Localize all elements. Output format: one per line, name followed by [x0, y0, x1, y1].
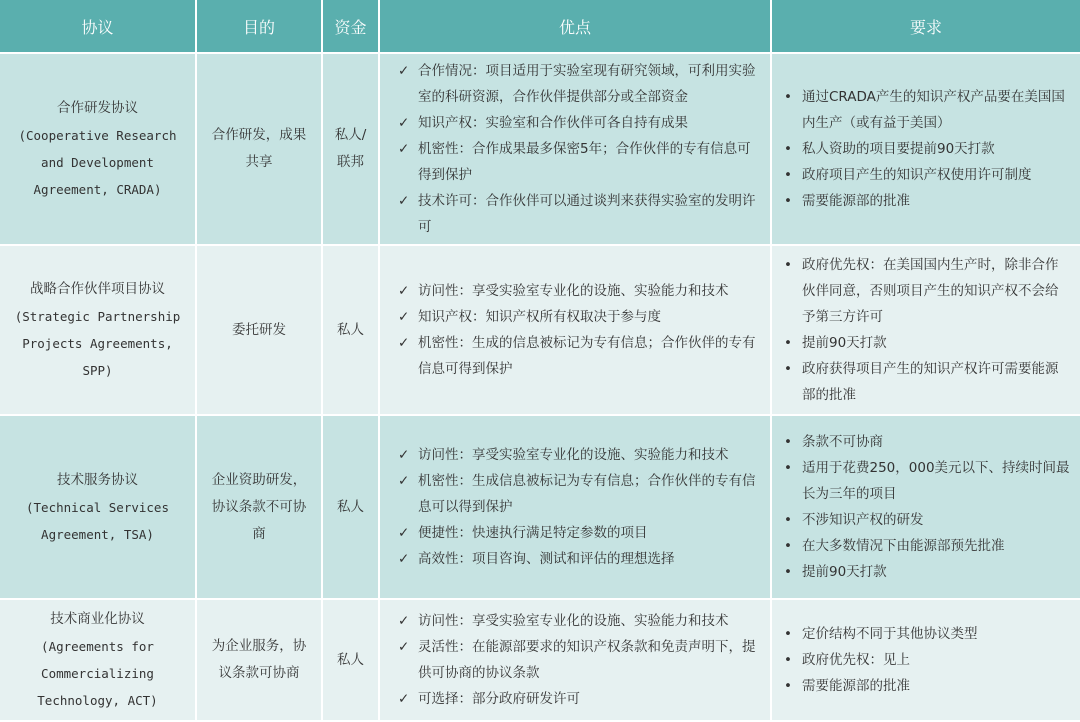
bullet-icon: • [784, 626, 792, 642]
agreement-name-cell [0, 54, 195, 244]
advantage-text: 机密性：生成信息被标记为专有信息；合作伙伴的专有信息可以得到保护 [418, 473, 756, 515]
check-icon: ✓ [398, 691, 410, 707]
requirement-text: 条款不可协商 [802, 434, 883, 450]
requirement-text: 提前90天打款 [802, 335, 887, 351]
funding-cell: 私人/联邦 [323, 54, 378, 244]
agreement-name-zh: 合作研发协议 [57, 100, 138, 116]
requirements-list [784, 252, 1070, 408]
requirement-item [784, 559, 1070, 585]
agreement-name-cell [0, 600, 195, 720]
check-icon: ✓ [398, 63, 410, 79]
advantage-item [398, 634, 758, 686]
agreement-name-zh: 技术服务协议 [57, 471, 138, 488]
table-row [0, 246, 1080, 414]
requirement-item [784, 673, 1070, 699]
advantage-item [398, 442, 758, 468]
bullet-icon: • [784, 141, 792, 157]
requirement-item [784, 455, 1070, 507]
header-funding: 资金 [323, 0, 378, 52]
bullet-icon: • [784, 167, 792, 183]
advantage-text: 知识产权：知识产权所有权取决于参与度 [418, 309, 661, 325]
advantages-list [398, 608, 758, 712]
advantage-text: 技术许可：合作伙伴可以通过谈判来获得实验室的发明许可 [418, 193, 756, 235]
header-requirements: 要求 [772, 0, 1080, 52]
requirement-text: 在大多数情况下由能源部预先批准 [802, 538, 1005, 554]
agreement-name-en: (Strategic Partnership Projects Agreements, SPP) [14, 309, 181, 378]
bullet-icon: • [784, 361, 792, 377]
bullet-icon: • [784, 193, 792, 209]
requirement-text: 定价结构不同于其他协议类型 [802, 626, 978, 642]
advantage-item [398, 468, 758, 520]
check-icon: ✓ [398, 141, 410, 157]
advantages-cell [380, 416, 770, 598]
requirements-cell [772, 246, 1080, 414]
header-advantages: 优点 [380, 0, 770, 52]
agreement-name-en: (Agreements for Commercializing Technology, ACT) [37, 639, 158, 708]
bullet-icon: • [784, 652, 792, 668]
advantage-item [398, 136, 758, 188]
requirements-list [784, 429, 1070, 585]
advantages-cell [380, 600, 770, 720]
check-icon: ✓ [398, 115, 410, 131]
check-icon: ✓ [398, 193, 410, 209]
requirement-item [784, 188, 1070, 214]
requirement-text: 通过CRADA产生的知识产权产品要在美国国内生产（或有益于美国） [802, 89, 1065, 131]
check-icon: ✓ [398, 447, 410, 463]
advantages-cell [380, 246, 770, 414]
purpose-cell: 合作研发，成果共享 [197, 54, 321, 244]
agreement-name-cell [0, 416, 195, 598]
advantages-list [398, 442, 758, 572]
funding-cell: 私人 [323, 416, 378, 598]
advantage-text: 便捷性：快速执行满足特定参数的项目 [418, 525, 648, 541]
requirement-text: 政府优先权：在美国国内生产时，除非合作伙伴同意，否则项目产生的知识产权不会给予第三方许可 [802, 257, 1059, 325]
requirement-item [784, 136, 1070, 162]
requirement-item [784, 330, 1070, 356]
purpose-cell: 企业资助研发，协议条款不可协商 [197, 416, 321, 598]
advantage-item [398, 304, 758, 330]
bullet-icon: • [784, 460, 792, 476]
requirement-text: 不涉知识产权的研发 [802, 512, 924, 528]
advantage-item [398, 546, 758, 572]
table-row [0, 416, 1080, 598]
check-icon: ✓ [398, 283, 410, 299]
requirement-text: 政府项目产生的知识产权使用许可制度 [802, 167, 1032, 183]
funding-cell: 私人 [323, 246, 378, 414]
header-purpose: 目的 [197, 0, 321, 52]
advantages-cell [380, 54, 770, 244]
check-icon: ✓ [398, 335, 410, 351]
requirement-text: 提前90天打款 [802, 564, 887, 580]
check-icon: ✓ [398, 551, 410, 567]
advantage-text: 访问性：享受实验室专业化的设施、实验能力和技术 [418, 283, 729, 299]
advantage-item [398, 330, 758, 382]
requirement-item [784, 252, 1070, 330]
advantage-text: 机密性：生成的信息被标记为专有信息；合作伙伴的专有信息可得到保护 [418, 335, 756, 377]
agreement-name-zh: 技术商业化协议 [50, 611, 145, 627]
requirement-text: 政府优先权：见上 [802, 652, 910, 668]
advantage-item [398, 188, 758, 240]
requirement-item [784, 356, 1070, 408]
advantage-text: 访问性：享受实验室专业化的设施、实验能力和技术 [418, 447, 729, 463]
requirement-text: 适用于花费250，000美元以下、持续时间最长为三年的项目 [802, 460, 1070, 502]
advantage-item [398, 278, 758, 304]
check-icon: ✓ [398, 613, 410, 629]
bullet-icon: • [784, 89, 792, 105]
advantage-text: 可选择：部分政府研发许可 [418, 691, 580, 707]
advantage-item [398, 110, 758, 136]
requirements-list [784, 621, 1070, 699]
requirement-item [784, 533, 1070, 559]
agreement-name-en: (Technical Services Agreement, TSA) [26, 499, 169, 542]
advantages-list [398, 278, 758, 382]
bullet-icon: • [784, 678, 792, 694]
advantage-item [398, 608, 758, 634]
advantage-text: 合作情况：项目适用于实验室现有研究领域，可利用实验室的科研资源，合作伙伴提供部分或全部资金 [418, 63, 756, 105]
agreement-name-en: (Cooperative Research and Development Agreement, CRADA) [18, 128, 177, 197]
advantage-text: 高效性：项目咨询、测试和评估的理想选择 [418, 551, 675, 567]
advantage-item [398, 520, 758, 546]
bullet-icon: • [784, 335, 792, 351]
requirement-item [784, 621, 1070, 647]
purpose-cell: 为企业服务，协议条款可协商 [197, 600, 321, 720]
check-icon: ✓ [398, 309, 410, 325]
advantage-item [398, 686, 758, 712]
agreement-name-zh: 战略合作伙伴项目协议 [30, 281, 165, 297]
bullet-icon: • [784, 257, 792, 273]
table-row [0, 600, 1080, 720]
table-body [0, 54, 1080, 720]
bullet-icon: • [784, 538, 792, 554]
requirement-text: 政府获得项目产生的知识产权许可需要能源部的批准 [802, 361, 1059, 403]
check-icon: ✓ [398, 473, 410, 489]
table-row [0, 54, 1080, 244]
requirement-text: 需要能源部的批准 [802, 193, 910, 209]
advantages-list [398, 58, 758, 240]
bullet-icon: • [784, 512, 792, 528]
header-agreement: 协议 [0, 0, 195, 52]
requirement-item [784, 162, 1070, 188]
advantage-text: 机密性：合作成果最多保密5年；合作伙伴的专有信息可得到保护 [418, 141, 751, 183]
requirement-item [784, 507, 1070, 533]
requirements-cell [772, 600, 1080, 720]
requirement-text: 需要能源部的批准 [802, 678, 910, 694]
advantage-text: 访问性：享受实验室专业化的设施、实验能力和技术 [418, 613, 729, 629]
header-row [0, 0, 1080, 52]
bullet-icon: • [784, 564, 792, 580]
requirements-cell [772, 54, 1080, 244]
advantage-text: 知识产权：实验室和合作伙伴可各自持有成果 [418, 115, 688, 131]
advantage-item [398, 58, 758, 110]
check-icon: ✓ [398, 525, 410, 541]
requirement-text: 私人资助的项目要提前90天打款 [802, 141, 995, 157]
requirements-cell [772, 416, 1080, 598]
requirement-item [784, 647, 1070, 673]
check-icon: ✓ [398, 639, 410, 655]
requirement-item [784, 84, 1070, 136]
agreement-name-cell [0, 246, 195, 414]
bullet-icon: • [784, 434, 792, 450]
funding-cell: 私人 [323, 600, 378, 720]
advantage-text: 灵活性：在能源部要求的知识产权条款和免责声明下，提供可协商的协议条款 [418, 639, 756, 681]
requirements-list [784, 84, 1070, 214]
requirement-item [784, 429, 1070, 455]
purpose-cell: 委托研发 [197, 246, 321, 414]
